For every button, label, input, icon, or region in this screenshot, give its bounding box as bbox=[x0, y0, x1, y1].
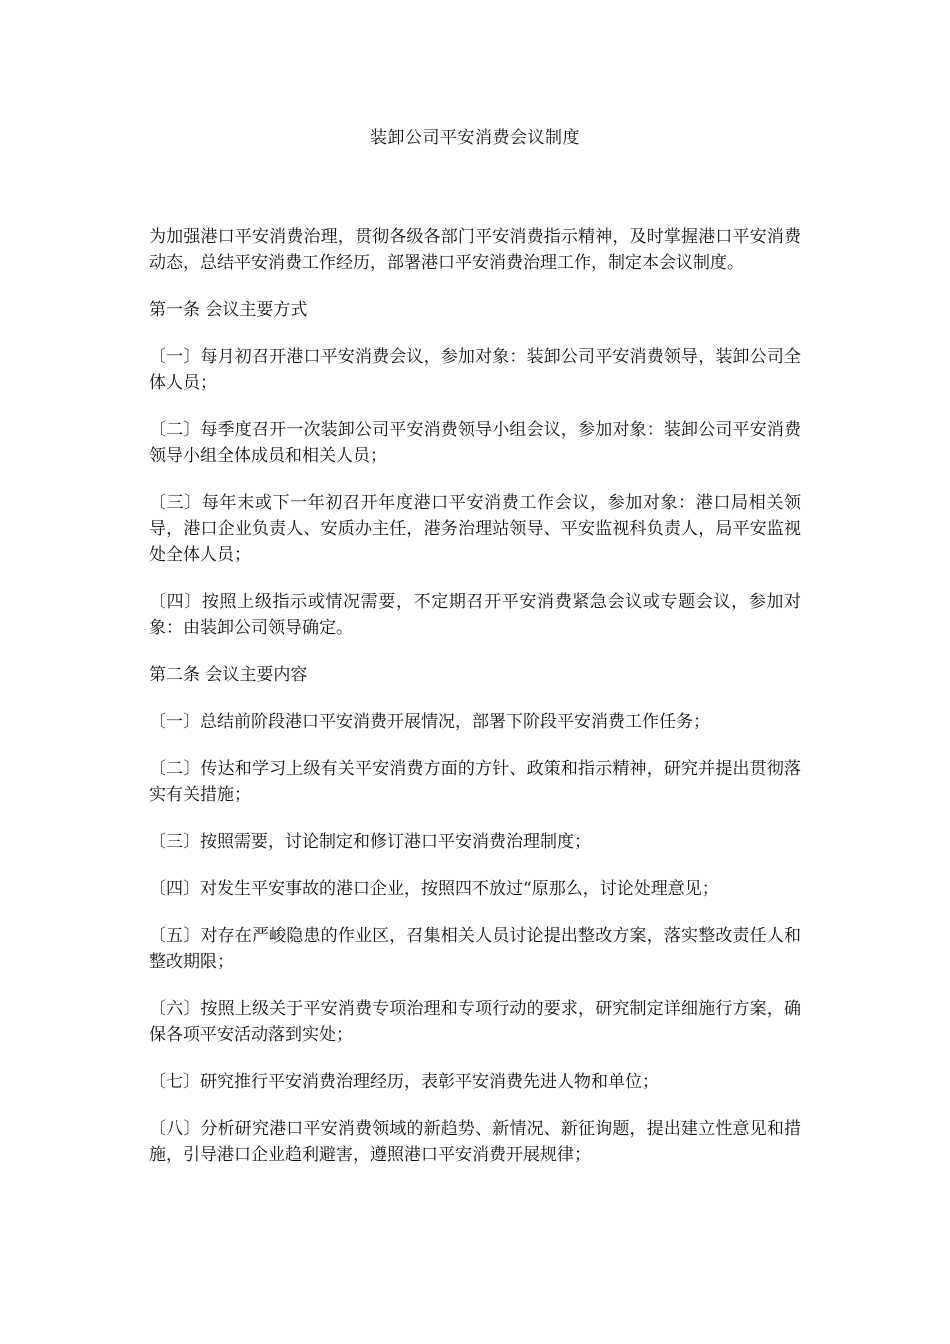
section-2-heading: 第二条 会议主要内容 bbox=[149, 665, 308, 685]
section-2-item-8: 〔八〕分析研究港口平安消费领域的新趋势、新情况、新征询题，提出建立性意见和措施，引导港口企业趋利避害，遵照港口平安消费开展规律； bbox=[149, 1119, 801, 1165]
section-2-item-1: 〔一〕总结前阶段港口平安消费开展情况，部署下阶段平安消费工作任务； bbox=[149, 712, 710, 732]
intro-paragraph: 为加强港口平安消费治理，贯彻各级各部门平安消费指示精神，及时掌握港口平安消费动态，总结平安消费工作经历，部署港口平安消费治理工作，制定本会议制度。 bbox=[149, 227, 801, 273]
section-1-item-3: 〔三〕每年末或下一年初召开年度港口平安消费工作会议，参加对象：港口局相关领导，港口企业负责人、安质办主任，港务治理站领导、平安监视科负责人，局平安监视处全体人员； bbox=[149, 493, 801, 565]
document-body bbox=[149, 224, 801, 1189]
section-1-heading: 第一条 会议主要方式 bbox=[149, 300, 308, 320]
document-title: 装卸公司平安消费会议制度 bbox=[370, 128, 580, 148]
section-1-item-2: 〔二〕每季度召开一次装卸公司平安消费领导小组会议，参加对象：装卸公司平安消费领导小组全体成员和相关人员； bbox=[149, 420, 801, 466]
section-2-item-6: 〔六〕按照上级关于平安消费专项治理和专项行动的要求，研究制定详细施行方案，确保各项平安活动落到实处； bbox=[149, 999, 801, 1045]
section-2-item-2: 〔二〕传达和学习上级有关平安消费方面的方针、政策和指示精神，研究并提出贯彻落实有关措施； bbox=[149, 759, 801, 805]
section-2-item-7: 〔七〕研究推行平安消费治理经历，表彰平安消费先进人物和单位； bbox=[149, 1072, 659, 1092]
section-2-item-3: 〔三〕按照需要，讨论制定和修订港口平安消费治理制度； bbox=[149, 832, 591, 852]
section-2-item-4: 〔四〕对发生平安事故的港口企业，按照四不放过“原那么，讨论处理意见； bbox=[149, 879, 719, 899]
section-2-item-5: 〔五〕对存在严峻隐患的作业区，召集相关人员讨论提出整改方案，落实整改责任人和整改期限； bbox=[149, 926, 801, 972]
section-1-item-4: 〔四〕按照上级指示或情况需要，不定期召开平安消费紧急会议或专题会议，参加对象：由装卸公司领导确定。 bbox=[149, 592, 801, 638]
section-1-item-1: 〔一〕每月初召开港口平安消费会议，参加对象：装卸公司平安消费领导，装卸公司全体人员； bbox=[149, 347, 801, 393]
